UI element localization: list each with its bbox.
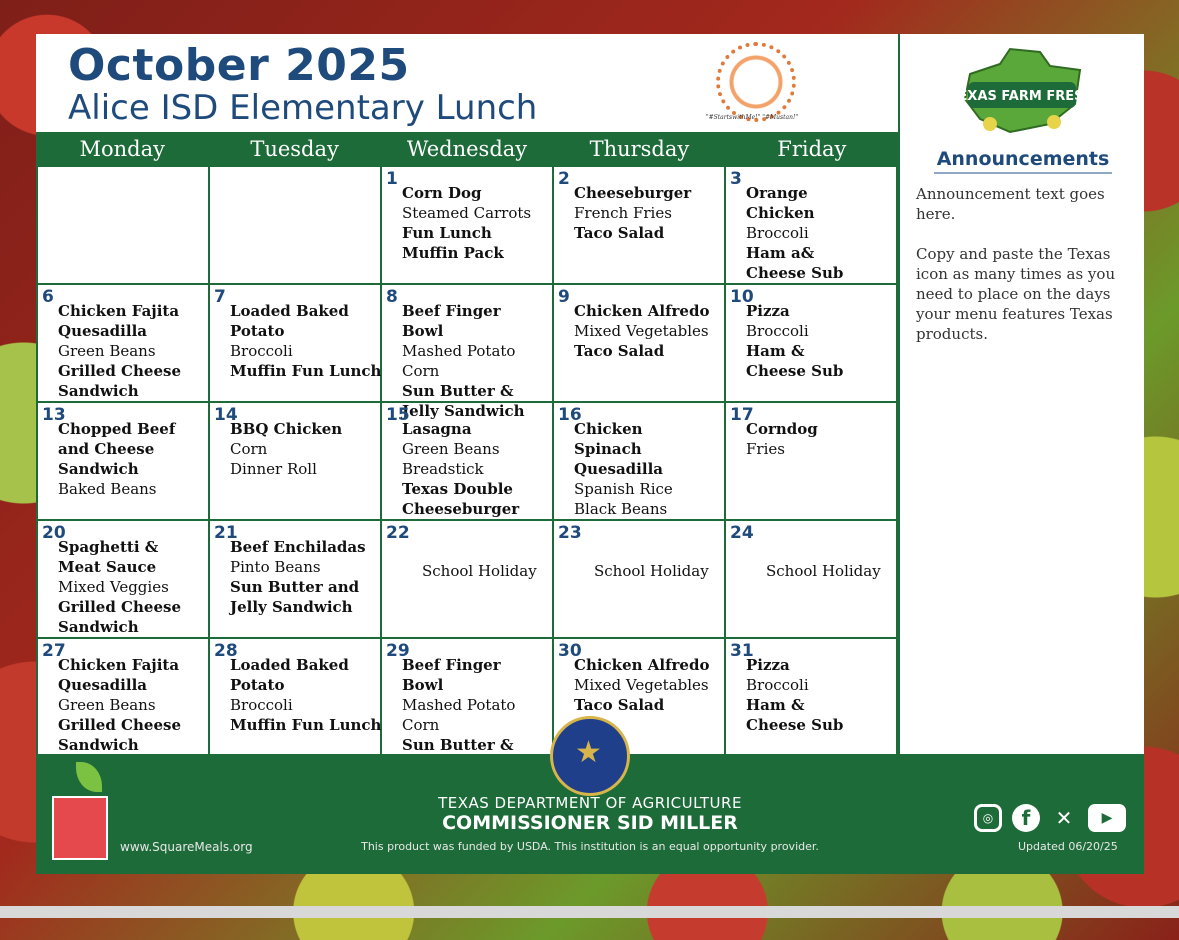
- menu-item: Ham &: [746, 696, 805, 714]
- menu-items: [746, 183, 892, 283]
- menu-item: Spinach: [574, 440, 642, 458]
- calendar-day-cell: [726, 521, 898, 637]
- sidebar: [898, 34, 1146, 754]
- calendar-day-cell: [382, 639, 554, 755]
- menu-item: Potato: [230, 322, 285, 340]
- texas-farm-fresh-logo: [950, 44, 1094, 140]
- menu-item: Spaghetti &: [58, 538, 159, 556]
- menu-item: School Holiday: [422, 562, 537, 580]
- day-number: 10: [730, 287, 754, 307]
- menu-item: Taco Salad: [574, 696, 665, 714]
- menu-item: Broccoli: [746, 224, 809, 242]
- menu-item: Dinner Roll: [230, 460, 317, 478]
- day-number: 27: [42, 641, 66, 661]
- calendar-week-row: [38, 521, 900, 639]
- menu-items: [422, 561, 548, 581]
- menu-item: Grilled Cheese: [58, 598, 181, 616]
- menu-item: School Holiday: [766, 562, 881, 580]
- calendar-day-cell: [210, 403, 382, 519]
- calendar-day-cell: [554, 521, 726, 637]
- menu-item: Jelly Sandwich: [402, 402, 525, 420]
- menu-item: Beef Finger: [402, 656, 501, 674]
- menu-item: Sun Butter &: [402, 382, 514, 400]
- menu-item: Mashed Potato: [402, 696, 516, 714]
- day-number: 13: [42, 405, 66, 425]
- weekday-label: Monday: [79, 137, 165, 161]
- menu-item: Pizza: [746, 302, 790, 320]
- menu-item: Beef Finger: [402, 302, 501, 320]
- menu-item: Chicken Alfredo: [574, 302, 710, 320]
- calendar-day-cell: [38, 285, 210, 401]
- day-number: 29: [386, 641, 410, 661]
- calendar-day-cell: [726, 167, 898, 283]
- instagram-icon[interactable]: ◎: [974, 804, 1002, 832]
- menu-items: [230, 419, 376, 479]
- calendar-day-cell: [38, 639, 210, 755]
- menu-item: Lasagna: [402, 420, 472, 438]
- menu-item: Sun Butter &: [402, 736, 514, 754]
- calendar-day-cell: [726, 403, 898, 519]
- day-number: 21: [214, 523, 238, 543]
- commissioner-name: COMMISSIONER SID MILLER: [442, 812, 738, 834]
- day-number: 3: [730, 169, 742, 189]
- calendar-day-cell: [726, 639, 898, 755]
- menu-item: Chicken: [574, 420, 643, 438]
- menu-items: [746, 301, 892, 381]
- menu-items: [746, 419, 892, 459]
- menu-item: Sun Butter and: [230, 578, 360, 596]
- menu-item: Grilled Cheese: [58, 362, 181, 380]
- day-number: 7: [214, 287, 226, 307]
- calendar-grid: [36, 166, 900, 754]
- menu-item: Cheese Sub: [746, 716, 844, 734]
- usda-notice: This product was funded by USDA. This institution is an equal opportunity provider.: [361, 840, 819, 853]
- menu-item: Spanish Rice: [574, 480, 673, 498]
- menu-item: Ham a&: [746, 244, 815, 262]
- menu-item: Fun Lunch: [402, 224, 492, 242]
- day-number: 28: [214, 641, 238, 661]
- menu-item: Quesadilla: [58, 676, 147, 694]
- menu-item: Chopped Beef: [58, 420, 176, 438]
- menu-item: Loaded Baked: [230, 302, 349, 320]
- day-number: 17: [730, 405, 754, 425]
- menu-item: Mixed Vegetables: [574, 676, 709, 694]
- calendar-week-row: [38, 166, 900, 285]
- announcement-text: Announcement text goes here.: [916, 185, 1105, 223]
- announcements-title: Announcements: [936, 148, 1110, 170]
- menu-item: Broccoli: [230, 696, 293, 714]
- menu-item: Sandwich: [58, 382, 139, 400]
- calendar-week-row: [38, 639, 900, 757]
- menu-items: [402, 419, 548, 519]
- menu-item: BBQ Chicken: [230, 420, 343, 438]
- calendar-day-cell: [210, 285, 382, 401]
- calendar-day-cell: [210, 639, 382, 755]
- x-icon[interactable]: ✕: [1055, 806, 1073, 830]
- announcements-body: [916, 184, 1136, 364]
- menu-item: Fries: [746, 440, 785, 458]
- menu-item: Cheeseburger: [402, 500, 520, 518]
- logo-text: TEXAS FARM FRESH: [949, 89, 1095, 104]
- day-number: 30: [558, 641, 582, 661]
- calendar-day-cell: [382, 167, 554, 283]
- menu-item: Pizza: [746, 656, 790, 674]
- menu-item: Muffin Pack: [402, 244, 504, 262]
- tda-name: TEXAS DEPARTMENT OF AGRICULTURE: [438, 794, 742, 812]
- menu-item: Mixed Vegetables: [574, 322, 709, 340]
- menu-items: [766, 561, 892, 581]
- menu-item: Mashed Potato: [402, 342, 516, 360]
- menu-item: Muffin Fun Lunch: [230, 362, 382, 380]
- menu-item: Steamed Carrots: [402, 204, 532, 222]
- menu-item: Bowl: [402, 322, 444, 340]
- divider: [934, 172, 1112, 174]
- square-meals-link[interactable]: www.SquareMeals.org: [120, 840, 253, 854]
- menu-items: [58, 655, 204, 755]
- day-number: 22: [386, 523, 410, 543]
- menu-item: Corn: [230, 440, 268, 458]
- announcement-text: Copy and paste the Texas icon as many times as you need to place on the days your menu features Texas products.: [916, 245, 1116, 343]
- calendar-day-cell: [554, 285, 726, 401]
- calendar-day-cell: [38, 521, 210, 637]
- menu-items: [574, 183, 720, 243]
- menu-items: [58, 537, 204, 637]
- calendar-day-cell: [726, 285, 898, 401]
- menu-items: [574, 301, 720, 361]
- menu-item: Bowl: [402, 676, 444, 694]
- menu-items: [230, 655, 382, 735]
- menu-items: [574, 655, 720, 715]
- menu-item: Muffin Fun Lunch: [230, 716, 382, 734]
- menu-items: [594, 561, 720, 581]
- day-number: 20: [42, 523, 66, 543]
- menu-items: [230, 537, 376, 617]
- menu-item: Cheese Sub: [746, 362, 844, 380]
- calendar-day-cell: [38, 403, 210, 519]
- menu-items: [402, 183, 548, 263]
- menu-item: Quesadilla: [58, 322, 147, 340]
- tda-seal-icon: ★: [550, 716, 630, 796]
- menu-items: [58, 301, 204, 401]
- menu-item: Ham &: [746, 342, 805, 360]
- weekday-label: Thursday: [589, 137, 690, 161]
- menu-item: French Fries: [574, 204, 672, 222]
- menu-item: Corn Dog: [402, 184, 482, 202]
- menu-item: Corn: [402, 362, 440, 380]
- menu-item: and Cheese: [58, 440, 155, 458]
- menu-item: Corn: [402, 716, 440, 734]
- menu-items: [58, 419, 204, 499]
- menu-item: Chicken: [746, 204, 815, 222]
- day-number: 9: [558, 287, 570, 307]
- menu-item: Chicken Fajita: [58, 302, 180, 320]
- menu-item: Baked Beans: [58, 480, 157, 498]
- calendar-header: [36, 34, 898, 132]
- day-number: 2: [558, 169, 570, 189]
- day-number: 14: [214, 405, 238, 425]
- menu-items: [230, 301, 382, 381]
- calendar-day-cell: [210, 521, 382, 637]
- menu-item: Broccoli: [230, 342, 293, 360]
- menu-item: Cheese Sub: [746, 264, 844, 282]
- weekday-label: Wednesday: [406, 137, 528, 161]
- menu-item: Sandwich: [58, 618, 139, 636]
- menu-item: Broccoli: [746, 676, 809, 694]
- menu-item: Green Beans: [58, 342, 156, 360]
- menu-item: Black Beans: [574, 500, 668, 518]
- menu-item: Meat Sauce: [58, 558, 157, 576]
- menu-item: School Holiday: [594, 562, 709, 580]
- menu-item: Cheeseburger: [574, 184, 692, 202]
- menu-item: Grilled Cheese: [58, 716, 181, 734]
- menu-calendar: [36, 34, 1144, 874]
- menu-item: Sandwich: [58, 736, 139, 754]
- menu-item: Chicken Alfredo: [574, 656, 710, 674]
- menu-item: Taco Salad: [574, 342, 665, 360]
- calendar-day-cell: [382, 403, 554, 519]
- menu-item: Chicken Fajita: [58, 656, 180, 674]
- day-number: 1: [386, 169, 398, 189]
- menu-item: Mixed Veggies: [58, 578, 169, 596]
- calendar-day-cell: [210, 167, 382, 283]
- weekday-header: [36, 132, 898, 166]
- menu-item: Loaded Baked: [230, 656, 349, 674]
- menu-item: Potato: [230, 676, 285, 694]
- menu-item: Corndog: [746, 420, 818, 438]
- menu-items: [746, 655, 892, 735]
- day-number: 23: [558, 523, 582, 543]
- social-links: [974, 804, 1126, 832]
- calendar-day-cell: [554, 167, 726, 283]
- weekday-label: Friday: [777, 137, 847, 161]
- menu-item: Texas Double: [402, 480, 513, 498]
- menu-item: Broccoli: [746, 322, 809, 340]
- menu-item: Green Beans: [402, 440, 500, 458]
- menu-item: Quesadilla: [574, 460, 663, 478]
- calendar-week-row: [38, 403, 900, 521]
- menu-item: Orange: [746, 184, 808, 202]
- menu-item: Beef Enchiladas: [230, 538, 366, 556]
- menu-item: Breadstick: [402, 460, 484, 478]
- apple-leaf-icon: [76, 762, 102, 792]
- day-number: 15: [386, 405, 410, 425]
- calendar-day-cell: [38, 167, 210, 283]
- page-subtitle: Alice ISD Elementary Lunch: [68, 88, 538, 128]
- youtube-icon[interactable]: ▶: [1088, 804, 1126, 832]
- facebook-icon[interactable]: f: [1012, 804, 1040, 832]
- day-number: 6: [42, 287, 54, 307]
- menu-item: Taco Salad: [574, 224, 665, 242]
- page-title: October 2025: [68, 40, 410, 91]
- menu-items: [574, 419, 720, 519]
- updated-date: Updated 06/20/25: [1018, 840, 1118, 853]
- weekday-label: Tuesday: [250, 137, 339, 161]
- day-number: 16: [558, 405, 582, 425]
- menu-item: Sandwich: [58, 460, 139, 478]
- menu-item: Green Beans: [58, 696, 156, 714]
- day-number: 8: [386, 287, 398, 307]
- viewer-bottom-bar: [0, 906, 1179, 918]
- calendar-day-cell: [554, 403, 726, 519]
- menu-item: Pinto Beans: [230, 558, 321, 576]
- district-seal-icon: [716, 42, 796, 122]
- menu-item: Jelly Sandwich: [230, 598, 353, 616]
- calendar-day-cell: [382, 521, 554, 637]
- day-number: 24: [730, 523, 754, 543]
- day-number: 31: [730, 641, 754, 661]
- seal-caption: "#StartswithMe!" "#Mustan!": [705, 114, 799, 121]
